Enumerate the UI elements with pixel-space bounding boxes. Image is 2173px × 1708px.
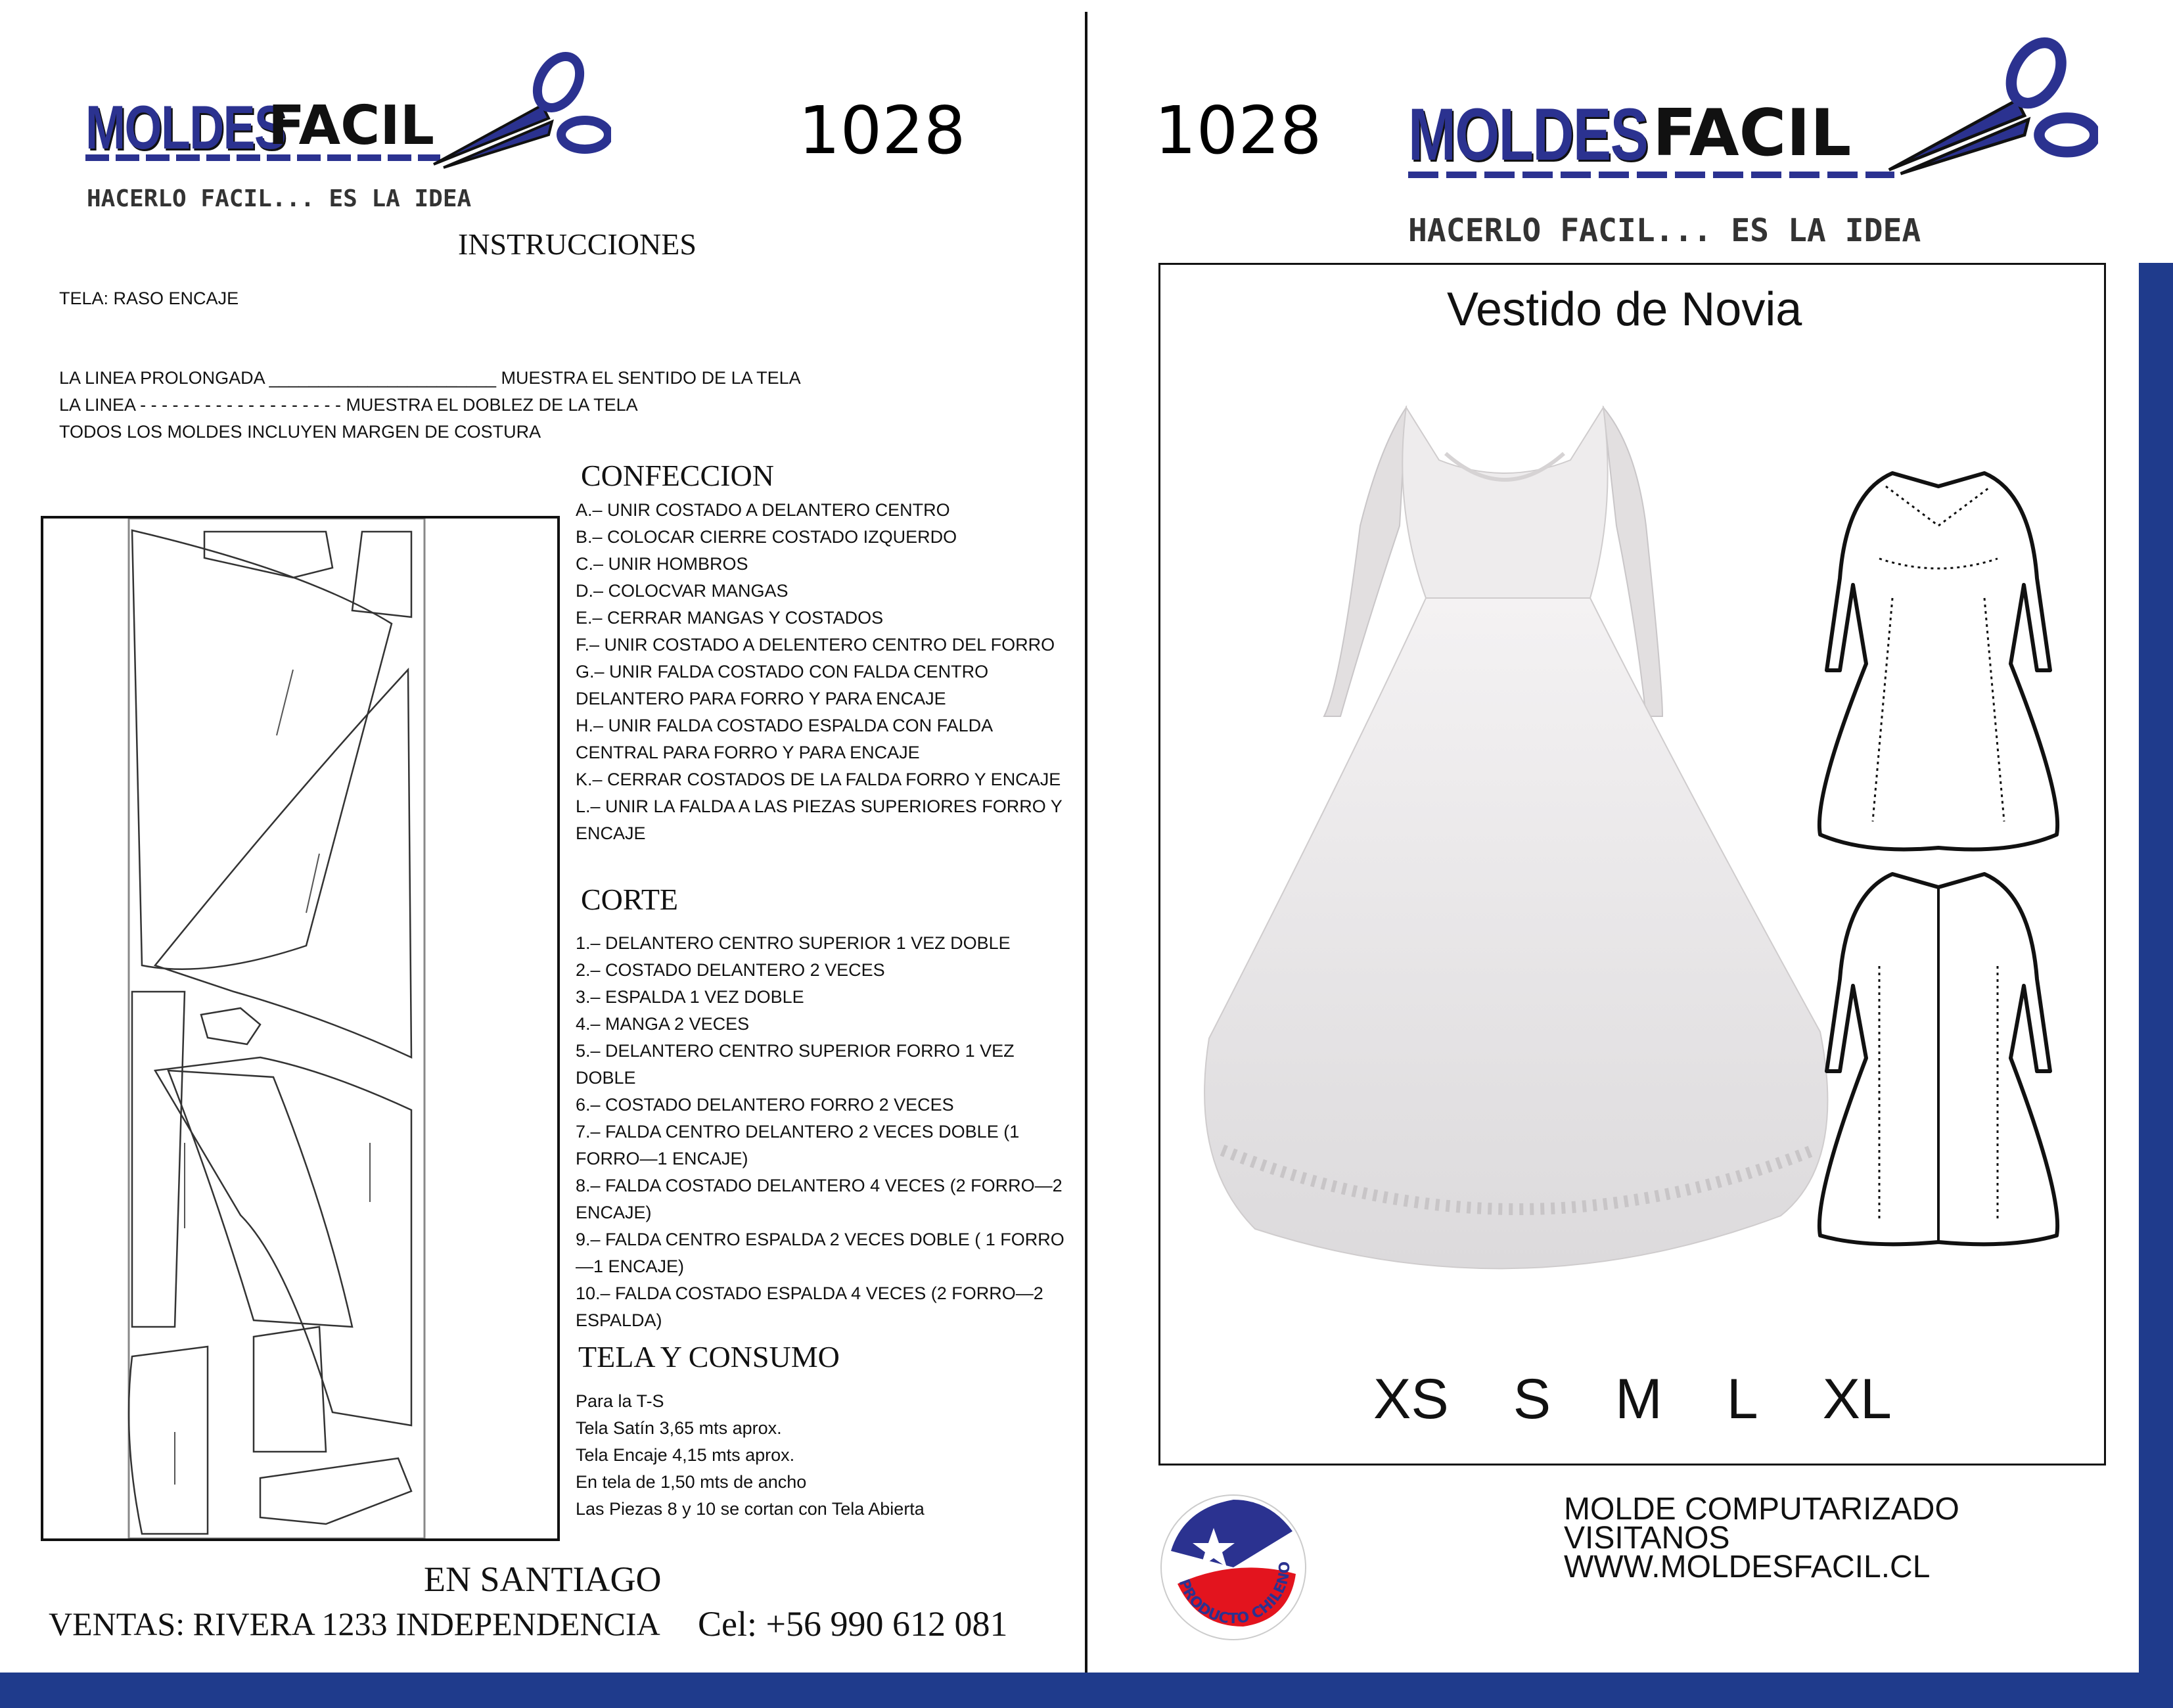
list-item: 1.– DELANTERO CENTRO SUPERIOR 1 VEZ DOBLE [576,933,1011,953]
logo-facil-text: FACIL [1653,96,1852,171]
list-item: Las Piezas 8 y 10 se cortan con Tela Abierta [576,1499,925,1519]
list-item: 10.– FALDA COSTADO ESPALDA 4 VECES (2 FORRO—2 ESPALDA) [576,1283,1043,1330]
list-item: A.– UNIR COSTADO A DELANTERO CENTRO [576,500,950,520]
list-item: Tela Encaje 4,15 mts aprox. [576,1445,795,1465]
list-item: Para la T-S [576,1391,664,1411]
footer-phone: Cel: +56 990 612 081 [698,1604,1008,1644]
list-item: H.– UNIR FALDA COSTADO ESPALDA CON FALDA CENTRAL PARA FORRO Y PARA ENCAJE [576,716,992,762]
producto-chileno-seal [1158,1492,1309,1643]
footer-address: VENTAS: RIVERA 1233 INDEPENDENCIA [49,1605,660,1642]
list-item: 7.– FALDA CENTRO DELANTERO 2 VECES DOBLE (1 FORRO—1 ENCAJE) [576,1122,1020,1168]
list-item: L.– UNIR LA FALDA A LAS PIEZAS SUPERIORES FORRO Y ENCAJE [576,796,1063,843]
size-label: L [1726,1368,1758,1431]
consumo-list [576,1388,1075,1523]
note-line: LA LINEA - - - - - - - - - - - - - - - - - - - MUESTRA EL DOBLEZ DE LA TELA [59,395,638,415]
logo-moldes-text: MOLDES [1408,93,1648,175]
right-model-number: 1028 [1155,92,1322,169]
list-item: 9.– FALDA CENTRO ESPALDA 2 VECES DOBLE ( 1 FORRO—1 ENCAJE) [576,1230,1064,1276]
corte-list [576,930,1075,1334]
product-title: Vestido de Novia [1447,283,1802,336]
logo-facil-text: FACIL [268,95,435,157]
instructions-title: INSTRUCCIONES [458,227,697,261]
list-item: 8.– FALDA COSTADO DELANTERO 4 VECES (2 FORRO—2 ENCAJE) [576,1176,1063,1222]
fabric-line: TELA: RASO ENCAJE [59,289,239,308]
page-divider [1085,12,1087,1674]
left-tagline: HACERLO FACIL... ES LA IDEA [87,185,472,212]
confeccion-list [576,497,1075,847]
corte-heading: CORTE [581,883,679,916]
list-item: F.– UNIR COSTADO A DELENTERO CENTRO DEL FORRO [576,635,1055,655]
list-item: K.– CERRAR COSTADOS DE LA FALDA FORRO Y ENCAJE [576,770,1061,789]
list-item: B.– COLOCAR CIERRE COSTADO IZQUERDO [576,527,957,547]
note-line: TODOS LOS MOLDES INCLUYEN MARGEN DE COSTURA [59,422,541,442]
list-item: G.– UNIR FALDA COSTADO CON FALDA CENTRO DELANTERO PARA FORRO Y PARA ENCAJE [576,662,989,708]
list-item: 3.– ESPALDA 1 VEZ DOBLE [576,987,804,1007]
size-label: XS [1373,1368,1449,1431]
logo-dash-line [1408,170,1908,183]
wedding-dress-photo [1163,375,1873,1321]
list-item: 2.– COSTADO DELANTERO 2 VECES [576,960,885,980]
dress-technical-sketches [1814,467,2063,1249]
logo-dash-line [85,152,453,166]
size-label: M [1615,1368,1662,1431]
info-line: VISITANOS [1564,1521,1730,1556]
scissors-icon [1881,33,2098,191]
list-item: 4.– MANGA 2 VECES [576,1014,750,1034]
list-item: Tela Satín 3,65 mts aprox. [576,1418,782,1438]
footer-city: EN SANTIAGO [424,1559,662,1599]
confeccion-heading: CONFECCION [581,459,774,492]
right-tagline: HACERLO FACIL... ES LA IDEA [1408,212,1921,249]
size-label: XL [1822,1368,1892,1431]
seal-text: PRODUCTO CHILENO [1175,1561,1294,1628]
info-line: MOLDE COMPUTARIZADO [1564,1492,1959,1527]
size-label: S [1513,1368,1551,1431]
bottom-blue-bar [0,1673,2173,1708]
size-list [1373,1367,1956,1432]
list-item: 6.– COSTADO DELANTERO FORRO 2 VECES [576,1095,954,1115]
pattern-pieces-illustration [43,519,557,1538]
scissors-icon [427,49,611,181]
list-item: 5.– DELANTERO CENTRO SUPERIOR FORRO 1 VEZ DOBLE [576,1041,1015,1088]
list-item: En tela de 1,50 mts de ancho [576,1472,807,1492]
consumo-heading: TELA Y CONSUMO [578,1340,840,1373]
list-item: E.– CERRAR MANGAS Y COSTADOS [576,608,884,628]
right-blue-bar [2139,263,2173,1673]
note-line: LA LINEA PROLONGADA _______________________ MUESTRA EL SENTIDO DE LA TELA [59,368,801,388]
website-link[interactable]: WWW.MOLDESFACIL.CL [1564,1550,1931,1584]
pattern-layout-frame [41,516,560,1541]
logo-moldes-text: MOLDES [85,93,286,162]
list-item: C.– UNIR HOMBROS [576,554,748,574]
line-notes [59,365,801,446]
contact-info [1564,1492,1959,1584]
left-model-number: 1028 [798,92,966,169]
list-item: D.– COLOCVAR MANGAS [576,581,789,601]
